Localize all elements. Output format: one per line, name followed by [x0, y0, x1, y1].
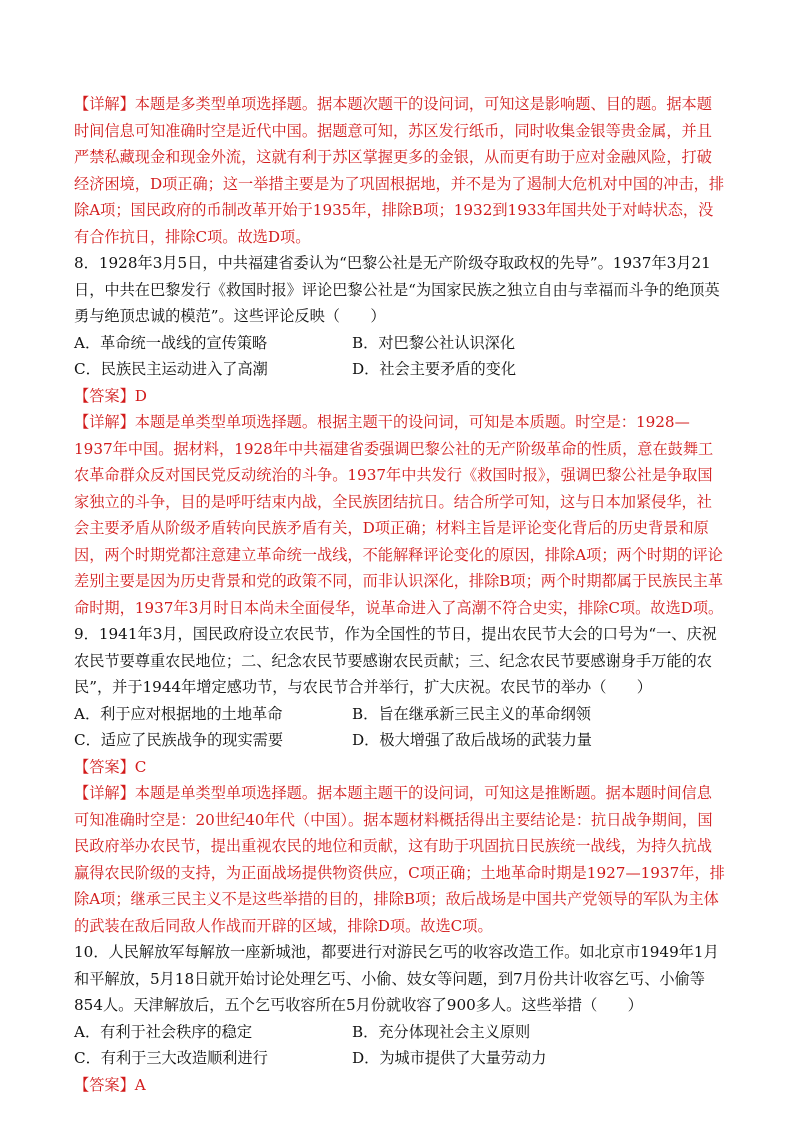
- q8-explanation: [74, 409, 726, 621]
- q9-explanation: [74, 780, 726, 939]
- answer-tag: 【答案】: [74, 757, 135, 776]
- q10-option-c: C．有利于三大改造顺利进行: [74, 1049, 268, 1067]
- answer-tag: 【答案】: [74, 386, 135, 405]
- q8-option-c: C．民族民主运动进入了高潮: [74, 360, 268, 378]
- q10-stem: 10．人民解放军每解放一座新城池，都要进行对游民乞丐的收容改造工作。如北京市1949年1月和平解放，5月18日就开始讨论处理乞丐、小偷、妓女等问题，到7月份共计收容乞丐、小偷等854人。天津解放后，五个乞丐收容所在5月份就收容了900多人。这些举措（ ）: [74, 943, 719, 1014]
- explanation-text: 本题是多类型单项选择题。据本题次题干的设问词，可知这是影响题、目的题。据本题时间信息可知准确时空是近代中国。据题意可知，苏区发行纸币，同时收集金银等贵金属，并且严禁私藏现金和现金外流，这就有利于苏区掌握更多的金银，从而更有助于应对金融风险，打破经济困境，D项正确；这一举措主要是为了巩固根据地，并不是为了遏制大危机对中国的冲击，排除A项；国民政府的币制改革开始于1935年，排除B项；1932到1933年国共处于对峙状态，没有合作抗日，排除C项。故选D项。: [74, 95, 725, 246]
- q8-stem: 8．1928年3月5日，中共福建省委认为“巴黎公社是无产阶级夺取政权的先导”。1937年3月21日，中共在巴黎发行《救国时报》评论巴黎公社是“为国家民族之独立自由与幸福而斗争的绝顶英勇与绝顶忠诚的模范”。这些评论反映（ ）: [74, 254, 720, 325]
- q8-option-a: A．革命统一战线的宣传策略: [74, 333, 268, 352]
- explanation-tag: 【详解】: [74, 95, 135, 113]
- answer-value: A: [134, 1075, 146, 1094]
- explanation-text: 本题是单类型单项选择题。根据主题干的设问词，可知是本质题。时空是：1928—1937年中国。据材料，1928年中共福建省委强调巴黎公社的无产阶级革命的性质，意在鼓舞工农革命群众反对国民党反动统治的斗争。1937年中共发行《救国时报》，强调巴黎公社是争取国家独立的斗争，目的是呼吁结束内战，全民族团结抗日。结合所学可知，这与日本加紧侵华，社会主要矛盾从阶级矛盾转向民族矛盾有关，D项正确；材料主旨是评论变化背后的历史背景和原因，两个时期党都注意建立革命统一战线，不能解释评论变化的原因，排除A项；两个时期的评论差别主要是因为历史背景和党的政策不同，而非认识深化，排除B项；两个时期都属于民族民主革命时期，1937年3月时日本尚未全面侵华，说革命进入了高潮不符合史实，排除C项。故选D项。: [74, 413, 724, 617]
- document-body: [74, 91, 726, 1098]
- q9-answer: [74, 754, 726, 781]
- q8-option-d: D．社会主要矛盾的变化: [352, 360, 517, 378]
- answer-value: C: [134, 757, 147, 776]
- q10-option-b: B．充分体现社会主义原则: [352, 1022, 531, 1041]
- q10-options: [74, 1019, 726, 1072]
- explanation-tag: 【详解】: [74, 784, 135, 802]
- q7-explanation: [74, 91, 726, 250]
- q9-stem: 9．1941年3月，国民政府设立农民节，作为全国性的节日，提出农民节大会的口号为“一、庆祝农民节要尊重农民地位；二、纪念农民节要感谢农民贡献；三、纪念农民节要感谢身手万能的农民”，并于1944年增定感功节，与农民节合并举行，扩大庆祝。农民节的举办（ ）: [74, 625, 717, 696]
- q9-options: [74, 701, 726, 754]
- q9-option-b: B．旨在继承新三民主义的革命纲领: [352, 704, 591, 723]
- q8-answer: [74, 383, 726, 410]
- q10-option-d: D．为城市提供了大量劳动力: [352, 1049, 547, 1067]
- q8-option-b: B．对巴黎公社认识深化: [352, 333, 516, 352]
- explanation-tag: 【详解】: [74, 413, 135, 431]
- answer-tag: 【答案】: [74, 1075, 135, 1094]
- answer-value: D: [134, 386, 147, 405]
- q10-answer: [74, 1072, 726, 1099]
- q9-option-c: C．适应了民族战争的现实需要: [74, 731, 284, 749]
- q9-option-d: D．极大增强了敌后战场的武装力量: [352, 731, 592, 749]
- q8-options: [74, 330, 726, 383]
- q9-option-a: A．利于应对根据地的土地革命: [74, 704, 283, 723]
- q10-option-a: A．有利于社会秩序的稳定: [74, 1022, 253, 1041]
- explanation-text: 本题是单类型单项选择题。据本题主题干的设问词，可知这是推断题。据本题时间信息可知准确时空是：20世纪40年代（中国）。据本题材料概括得出主要结论是：抗日战争期间，国民政府举办农民节，提出重视农民的地位和贡献，这有助于巩固抗日民族统一战线，为持久抗战赢得农民阶级的支持，为正面战场提供物资供应，C项正确；土地革命时期是1927—1937年，排除A项；继承三民主义不是这些举措的目的，排除B项；敌后战场是中国共产党领导的军队为主体的武装在敌后同敌人作战而开辟的区域，排除D项。故选C项。: [74, 784, 725, 935]
